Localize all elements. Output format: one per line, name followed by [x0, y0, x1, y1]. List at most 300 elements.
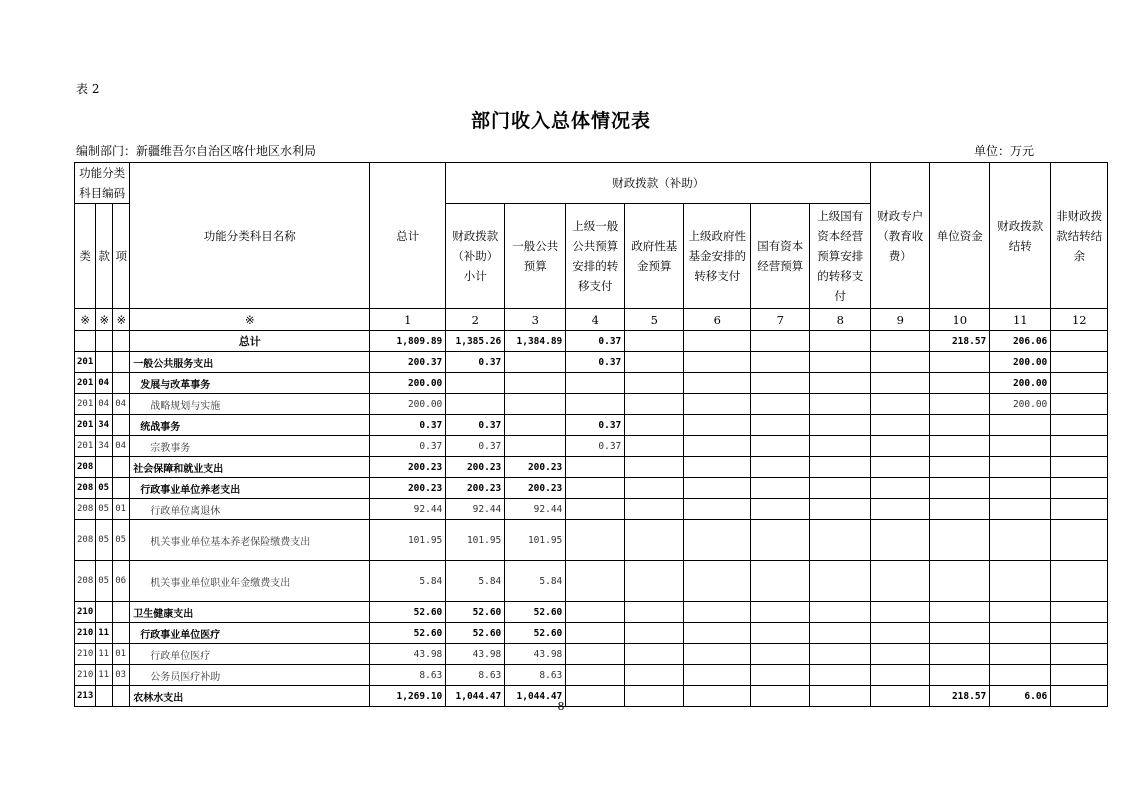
- amount-cell: 52.60: [505, 623, 566, 644]
- amount-cell: [871, 499, 930, 520]
- table-row: [75, 561, 1108, 602]
- code-cell: [113, 373, 130, 394]
- amount-cell: 1,385.26: [446, 331, 505, 352]
- item-name-cell: 机关事业单位职业年金缴费支出: [130, 561, 370, 602]
- amount-cell: [566, 394, 625, 415]
- amount-cell: [810, 623, 871, 644]
- amount-cell: [810, 478, 871, 499]
- code-cell: 208: [75, 499, 96, 520]
- item-name-cell: 行政单位医疗: [130, 644, 370, 665]
- item-name-cell: 宗教事务: [130, 436, 370, 457]
- code-cell: 04: [113, 436, 130, 457]
- code-cell: [113, 415, 130, 436]
- amount-cell: [566, 520, 625, 561]
- amount-cell: [684, 665, 751, 686]
- amount-cell: [751, 665, 810, 686]
- code-cell: 06: [113, 561, 130, 602]
- amount-cell: [810, 561, 871, 602]
- amount-cell: [871, 415, 930, 436]
- amount-cell: 218.57: [930, 331, 990, 352]
- table-row: [75, 415, 1108, 436]
- amount-cell: [990, 457, 1051, 478]
- amount-cell: [625, 520, 684, 561]
- department-label: 编制部门：新疆维吾尔自治区喀什地区水利局: [76, 144, 317, 158]
- index-cell: 11: [990, 309, 1051, 331]
- amount-cell: [990, 415, 1051, 436]
- table-row: [75, 457, 1108, 478]
- code-cell: 11: [96, 644, 113, 665]
- code-cell: 208: [75, 520, 96, 561]
- amount-cell: [930, 520, 990, 561]
- amount-cell: [810, 394, 871, 415]
- amount-cell: 43.98: [505, 644, 566, 665]
- header-upper-gov-fund-transfer: 上级政府性基金安排的转移支付: [684, 204, 751, 309]
- amount-cell: [751, 499, 810, 520]
- amount-cell: [1051, 561, 1108, 602]
- amount-cell: 101.95: [370, 520, 446, 561]
- table-row: [75, 373, 1108, 394]
- amount-cell: [625, 665, 684, 686]
- amount-cell: 0.37: [446, 352, 505, 373]
- code-cell: 04: [96, 373, 113, 394]
- amount-cell: [625, 331, 684, 352]
- amount-cell: [871, 520, 930, 561]
- amount-cell: 0.37: [566, 331, 625, 352]
- amount-cell: 6.06: [990, 686, 1051, 707]
- index-row: [75, 309, 1108, 331]
- amount-cell: 92.44: [505, 499, 566, 520]
- amount-cell: [625, 373, 684, 394]
- code-cell: [113, 457, 130, 478]
- item-name-cell: 一般公共服务支出: [130, 352, 370, 373]
- amount-cell: [751, 561, 810, 602]
- table-row: [75, 520, 1108, 561]
- amount-cell: [990, 644, 1051, 665]
- amount-cell: [566, 665, 625, 686]
- amount-cell: [1051, 665, 1108, 686]
- amount-cell: [930, 478, 990, 499]
- amount-cell: 101.95: [446, 520, 505, 561]
- amount-cell: [990, 665, 1051, 686]
- amount-cell: 52.60: [446, 602, 505, 623]
- amount-cell: [871, 561, 930, 602]
- code-cell: 201: [75, 373, 96, 394]
- amount-cell: 92.44: [370, 499, 446, 520]
- amount-cell: [751, 436, 810, 457]
- amount-cell: [684, 478, 751, 499]
- index-cell: 4: [566, 309, 625, 331]
- amount-cell: [930, 602, 990, 623]
- amount-cell: 200.00: [370, 373, 446, 394]
- header-kuan: 款: [96, 204, 113, 309]
- amount-cell: [990, 499, 1051, 520]
- amount-cell: 0.37: [370, 415, 446, 436]
- amount-cell: 5.84: [370, 561, 446, 602]
- amount-cell: [871, 623, 930, 644]
- item-name-cell: 公务员医疗补助: [130, 665, 370, 686]
- code-cell: 201: [75, 352, 96, 373]
- amount-cell: [810, 520, 871, 561]
- table-row: [75, 499, 1108, 520]
- amount-cell: [684, 373, 751, 394]
- header-xiang: 项: [113, 204, 130, 309]
- amount-cell: [930, 415, 990, 436]
- amount-cell: [1051, 436, 1108, 457]
- index-cell: 2: [446, 309, 505, 331]
- amount-cell: 1,384.89: [505, 331, 566, 352]
- code-cell: 208: [75, 478, 96, 499]
- item-name-cell: 卫生健康支出: [130, 602, 370, 623]
- amount-cell: [505, 373, 566, 394]
- amount-cell: [1051, 457, 1108, 478]
- amount-cell: [1051, 520, 1108, 561]
- amount-cell: [1051, 602, 1108, 623]
- amount-cell: [990, 520, 1051, 561]
- index-cell: 8: [810, 309, 871, 331]
- code-cell: 201: [75, 415, 96, 436]
- item-name-cell: 战略规划与实施: [130, 394, 370, 415]
- amount-cell: [566, 561, 625, 602]
- code-cell: [113, 331, 130, 352]
- amount-cell: [684, 561, 751, 602]
- amount-cell: [1051, 394, 1108, 415]
- item-name-cell: 机关事业单位基本养老保险缴费支出: [130, 520, 370, 561]
- amount-cell: [871, 665, 930, 686]
- amount-cell: [990, 602, 1051, 623]
- amount-cell: [505, 436, 566, 457]
- amount-cell: [751, 602, 810, 623]
- code-cell: 05: [113, 520, 130, 561]
- amount-cell: [1051, 478, 1108, 499]
- amount-cell: 1,269.10: [370, 686, 446, 707]
- amount-cell: 8.63: [446, 665, 505, 686]
- header-upper-state-capital-transfer: 上级国有资本经营预算安排的转移支付: [810, 204, 871, 309]
- code-cell: 05: [96, 499, 113, 520]
- index-cell: ※: [96, 309, 113, 331]
- unit-label: 单位：万元: [973, 144, 1034, 158]
- amount-cell: [810, 436, 871, 457]
- amount-cell: [871, 644, 930, 665]
- index-cell: 3: [505, 309, 566, 331]
- page-number: 8: [557, 700, 565, 713]
- code-cell: 01: [113, 499, 130, 520]
- index-cell: 5: [625, 309, 684, 331]
- amount-cell: 218.57: [930, 686, 990, 707]
- amount-cell: [505, 352, 566, 373]
- index-cell: 9: [871, 309, 930, 331]
- amount-cell: [625, 499, 684, 520]
- amount-cell: [1051, 499, 1108, 520]
- index-cell: 6: [684, 309, 751, 331]
- amount-cell: 52.60: [505, 602, 566, 623]
- amount-cell: 0.37: [566, 415, 625, 436]
- index-cell: ※: [130, 309, 370, 331]
- amount-cell: [751, 415, 810, 436]
- amount-cell: 200.23: [505, 478, 566, 499]
- index-cell: 1: [370, 309, 446, 331]
- code-cell: 210: [75, 602, 96, 623]
- total-row: [75, 331, 1108, 352]
- header-nonfiscal-carryover: 非财政拨款结转结余: [1051, 163, 1108, 309]
- amount-cell: 8.63: [370, 665, 446, 686]
- amount-cell: 1,044.47: [446, 686, 505, 707]
- amount-cell: [751, 644, 810, 665]
- code-cell: 201: [75, 436, 96, 457]
- amount-cell: 200.23: [370, 478, 446, 499]
- amount-cell: [930, 644, 990, 665]
- amount-cell: [751, 331, 810, 352]
- header-func-name: 功能分类科目名称: [130, 163, 370, 309]
- code-cell: [96, 352, 113, 373]
- code-cell: 04: [113, 394, 130, 415]
- code-cell: [113, 352, 130, 373]
- index-cell: 10: [930, 309, 990, 331]
- code-cell: 208: [75, 457, 96, 478]
- amount-cell: [446, 394, 505, 415]
- table-body: [75, 331, 1108, 707]
- amount-cell: [505, 415, 566, 436]
- amount-cell: [625, 561, 684, 602]
- amount-cell: 0.37: [446, 415, 505, 436]
- code-cell: 05: [96, 520, 113, 561]
- amount-cell: 200.00: [990, 394, 1051, 415]
- table-row: [75, 623, 1108, 644]
- table-row: [75, 602, 1108, 623]
- table-label: 表 2: [76, 82, 100, 96]
- amount-cell: [625, 623, 684, 644]
- table-row: [75, 436, 1108, 457]
- amount-cell: [684, 331, 751, 352]
- amount-cell: 43.98: [370, 644, 446, 665]
- code-cell: [113, 602, 130, 623]
- item-name-cell: 行政事业单位医疗: [130, 623, 370, 644]
- code-cell: 05: [96, 561, 113, 602]
- amount-cell: [990, 623, 1051, 644]
- index-cell: ※: [75, 309, 96, 331]
- amount-cell: [625, 602, 684, 623]
- amount-cell: [751, 352, 810, 373]
- code-cell: [75, 331, 96, 352]
- amount-cell: [871, 436, 930, 457]
- index-cell: ※: [113, 309, 130, 331]
- item-name-cell: 农林水支出: [130, 686, 370, 707]
- amount-cell: [810, 665, 871, 686]
- table-row: [75, 394, 1108, 415]
- amount-cell: [625, 436, 684, 457]
- amount-cell: [1051, 331, 1108, 352]
- amount-cell: [625, 415, 684, 436]
- amount-cell: [566, 478, 625, 499]
- code-cell: 208: [75, 561, 96, 602]
- code-cell: 11: [96, 623, 113, 644]
- item-name-cell: 行政单位离退休: [130, 499, 370, 520]
- header-func-code: 功能分类科目编码: [75, 163, 130, 204]
- amount-cell: [1051, 644, 1108, 665]
- amount-cell: [871, 352, 930, 373]
- code-cell: [96, 457, 113, 478]
- amount-cell: 101.95: [505, 520, 566, 561]
- amount-cell: [505, 394, 566, 415]
- code-cell: [113, 623, 130, 644]
- amount-cell: [810, 373, 871, 394]
- income-summary-table: [74, 162, 1108, 707]
- header-lei: 类: [75, 204, 96, 309]
- amount-cell: 52.60: [370, 623, 446, 644]
- header-unit-funds: 单位资金: [930, 163, 990, 309]
- amount-cell: [684, 394, 751, 415]
- amount-cell: [810, 602, 871, 623]
- code-cell: 03: [113, 665, 130, 686]
- amount-cell: 200.23: [370, 457, 446, 478]
- amount-cell: 1,809.89: [370, 331, 446, 352]
- code-cell: 05: [96, 478, 113, 499]
- code-cell: 01: [113, 644, 130, 665]
- amount-cell: [930, 394, 990, 415]
- item-name-cell: 统战事务: [130, 415, 370, 436]
- item-name-cell: 发展与改革事务: [130, 373, 370, 394]
- index-cell: 7: [751, 309, 810, 331]
- amount-cell: 200.00: [370, 394, 446, 415]
- amount-cell: [684, 436, 751, 457]
- amount-cell: [684, 644, 751, 665]
- amount-cell: [810, 331, 871, 352]
- amount-cell: 92.44: [446, 499, 505, 520]
- header-upper-general-transfer: 上级一般公共预算安排的转移支付: [566, 204, 625, 309]
- amount-cell: [625, 394, 684, 415]
- code-cell: [113, 478, 130, 499]
- header-gov-fund: 政府性基金预算: [625, 204, 684, 309]
- amount-cell: 0.37: [566, 352, 625, 373]
- table-row: [75, 478, 1108, 499]
- amount-cell: 1,044.47: [505, 686, 566, 707]
- amount-cell: [751, 373, 810, 394]
- amount-cell: [930, 352, 990, 373]
- amount-cell: [871, 331, 930, 352]
- code-cell: [96, 331, 113, 352]
- amount-cell: [990, 436, 1051, 457]
- amount-cell: 0.37: [446, 436, 505, 457]
- amount-cell: [625, 352, 684, 373]
- index-cell: 12: [1051, 309, 1108, 331]
- amount-cell: [930, 665, 990, 686]
- amount-cell: 43.98: [446, 644, 505, 665]
- amount-cell: [930, 561, 990, 602]
- amount-cell: [566, 499, 625, 520]
- amount-cell: [990, 561, 1051, 602]
- code-cell: 201: [75, 394, 96, 415]
- page-title: 部门收入总体情况表: [470, 110, 651, 132]
- amount-cell: 52.60: [370, 602, 446, 623]
- amount-cell: 200.00: [990, 373, 1051, 394]
- amount-cell: [684, 499, 751, 520]
- code-cell: 213: [75, 686, 96, 707]
- amount-cell: 0.37: [566, 436, 625, 457]
- amount-cell: [810, 457, 871, 478]
- table-row: [75, 665, 1108, 686]
- code-cell: 11: [96, 665, 113, 686]
- header-total: 总计: [370, 163, 446, 309]
- item-name-cell: 社会保障和就业支出: [130, 457, 370, 478]
- amount-cell: 200.00: [990, 352, 1051, 373]
- header-special-edu: 财政专户（教育收费）: [871, 163, 930, 309]
- amount-cell: [871, 478, 930, 499]
- code-cell: 34: [96, 415, 113, 436]
- amount-cell: [751, 623, 810, 644]
- code-cell: 210: [75, 644, 96, 665]
- amount-cell: [625, 478, 684, 499]
- amount-cell: [810, 352, 871, 373]
- amount-cell: 5.84: [446, 561, 505, 602]
- amount-cell: [871, 457, 930, 478]
- amount-cell: [930, 436, 990, 457]
- amount-cell: [566, 373, 625, 394]
- amount-cell: [566, 602, 625, 623]
- amount-cell: [751, 520, 810, 561]
- table-row: [75, 644, 1108, 665]
- amount-cell: [930, 499, 990, 520]
- amount-cell: [566, 623, 625, 644]
- header-state-capital: 国有资本经营预算: [751, 204, 810, 309]
- amount-cell: [871, 394, 930, 415]
- amount-cell: 8.63: [505, 665, 566, 686]
- code-cell: 04: [96, 394, 113, 415]
- amount-cell: [1051, 623, 1108, 644]
- amount-cell: [810, 415, 871, 436]
- header-fiscal-carryover: 财政拨款结转: [990, 163, 1051, 309]
- amount-cell: [871, 373, 930, 394]
- amount-cell: [930, 623, 990, 644]
- amount-cell: [930, 457, 990, 478]
- amount-cell: 52.60: [446, 623, 505, 644]
- amount-cell: [684, 520, 751, 561]
- amount-cell: [625, 644, 684, 665]
- amount-cell: 200.23: [446, 478, 505, 499]
- amount-cell: [684, 415, 751, 436]
- header-general-budget: 一般公共预算: [505, 204, 566, 309]
- amount-cell: 200.23: [505, 457, 566, 478]
- code-cell: [96, 602, 113, 623]
- code-cell: 210: [75, 623, 96, 644]
- amount-cell: [684, 602, 751, 623]
- amount-cell: [566, 457, 625, 478]
- amount-cell: [684, 352, 751, 373]
- amount-cell: [1051, 415, 1108, 436]
- header-fiscal-group: 财政拨款（补助）: [446, 163, 871, 204]
- amount-cell: [625, 457, 684, 478]
- amount-cell: [751, 457, 810, 478]
- amount-cell: [810, 499, 871, 520]
- amount-cell: [446, 373, 505, 394]
- amount-cell: [566, 644, 625, 665]
- amount-cell: 200.23: [446, 457, 505, 478]
- code-cell: 34: [96, 436, 113, 457]
- amount-cell: 0.37: [370, 436, 446, 457]
- amount-cell: [684, 623, 751, 644]
- amount-cell: 200.37: [370, 352, 446, 373]
- amount-cell: [810, 644, 871, 665]
- header-fiscal-subtotal: 财政拨款（补助）小计: [446, 204, 505, 309]
- amount-cell: 206.06: [990, 331, 1051, 352]
- amount-cell: [751, 394, 810, 415]
- amount-cell: [1051, 373, 1108, 394]
- amount-cell: [1051, 352, 1108, 373]
- code-cell: 210: [75, 665, 96, 686]
- amount-cell: [751, 478, 810, 499]
- table-row: [75, 352, 1108, 373]
- amount-cell: [990, 478, 1051, 499]
- amount-cell: [871, 602, 930, 623]
- item-name-cell: 总计: [130, 331, 370, 352]
